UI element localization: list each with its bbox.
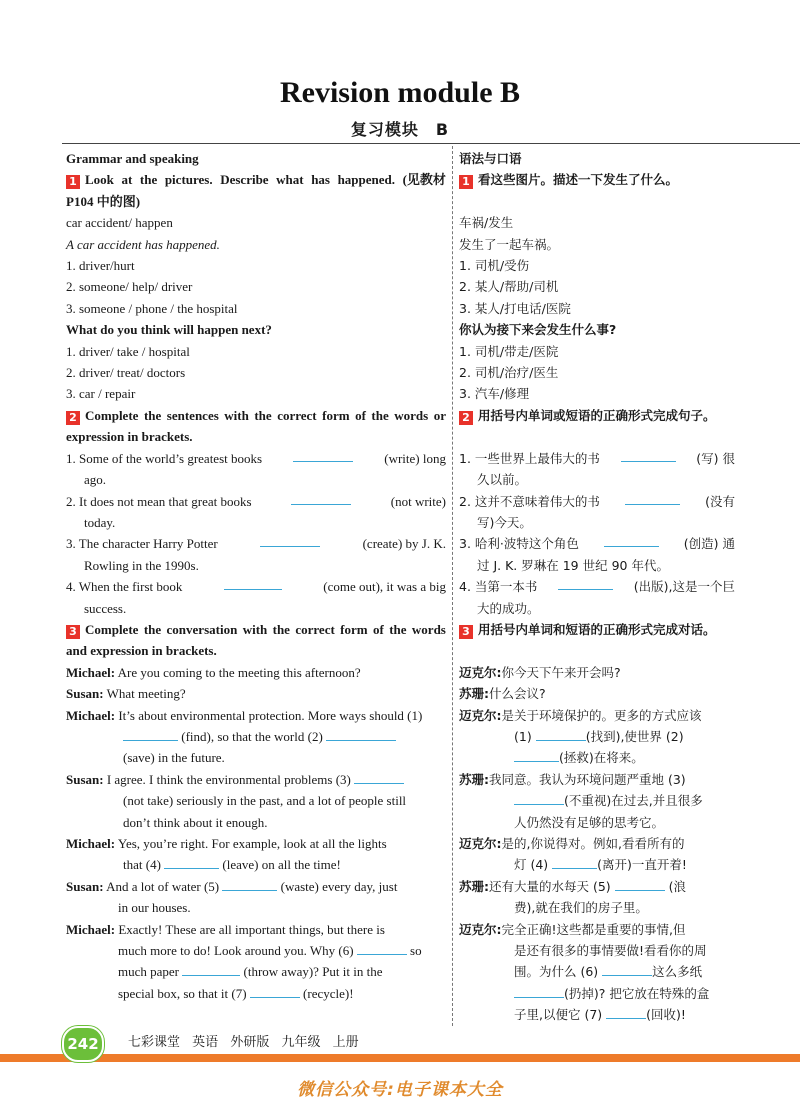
column-divider — [452, 146, 453, 1026]
page-title: Revision module B — [279, 76, 521, 109]
answer-blank[interactable] — [602, 962, 652, 976]
answer-blank[interactable] — [536, 727, 586, 741]
example-answer: A car accident has happened. — [66, 236, 220, 252]
answer-blank[interactable] — [291, 491, 351, 505]
task-number-badge: 2 — [459, 411, 473, 425]
section-heading: 语法与口语 — [459, 151, 522, 166]
list-item: 2. 某人/帮助/司机 — [459, 279, 559, 295]
english-column: Grammar and speaking 1 Look at the pictures. Describe what has happened. (见教材 P104 中的图) car accident/ happen A car accident has happened. 1. driver/hurt 2. someone/ help/ driver 3. someone / phone / the hospital What do you think will happen next? 1. driver/ take / hospital 2. driver/ treat/ doctors 3. car / repair 2 Complete the sentences with the correct form of the words or expression in brackets. 1. Some of the world’s greatest books (write) long ago. 2. It does not mean that great books (not write) today. 3. The character Harry Potter (create) by J. K. Rowling in the 1990s. 4. When the first book (come out), it was a big success. 3 Complete the conversation with the correct form of the words and expression in brackets. Michael: Are you coming to the meeting this afternoon? Susan: What meeting? Michael: It’s about environmental protection. More ways should (1) (find), so that the world (2) (save) in the future. Susan: I agree. I think the environmental problems (3) (not take) seriously in the past, and a lot of people still don’t think about it enough. Michael: Yes, you’re right. For example, look at all the lights that (4) (leave) on all the time! Susan: And a lot of water (5) (waste) every day, just in our houses. Michael: Exactly! These are all important things, but there is much more to do! Look around you. Why (6) so much paper (throw away)? Put it in the special box, so that it (7) (recycle)! — [66, 148, 446, 1004]
example-prompt: car accident/ happen — [66, 215, 173, 231]
dialogue-line: Michael: It’s about environmental protection. More ways should (1) — [66, 707, 423, 723]
dialogue-line: Susan: I agree. I think the environmental problems (3) — [66, 769, 446, 790]
page-subtitle: 复习模块 B — [350, 120, 450, 139]
list-item: 3. car / repair — [66, 386, 136, 402]
list-item: 3. 汽车/修理 — [459, 386, 530, 402]
task-number-badge: 3 — [459, 625, 473, 639]
dialogue-line: Susan: What meeting? — [66, 686, 186, 702]
dialogue-line: 苏珊:还有大量的水每天 (5) (浪 — [459, 878, 687, 894]
answer-blank[interactable] — [615, 877, 665, 891]
dialogue-line: Michael: Are you coming to the meeting this afternoon? — [66, 664, 361, 680]
answer-blank[interactable] — [260, 533, 320, 547]
answer-blank[interactable] — [164, 855, 219, 869]
list-item: 3. someone / phone / the hospital — [66, 300, 238, 316]
answer-blank[interactable] — [224, 576, 282, 590]
sentence-3: 3. The character Harry Potter (create) by J. K. — [66, 533, 446, 554]
answer-blank[interactable] — [552, 855, 597, 869]
dialogue-line: 迈克尔:完全正确!这些都是重要的事情,但 — [459, 921, 686, 937]
page-number: 242 — [62, 1026, 104, 1062]
sentence-2: 2. It does not mean that great books (not write) — [66, 491, 446, 512]
task1-instruction: 1 Look at the pictures. Describe what has happened. (见教材 — [66, 169, 446, 190]
sentence-2: 2. 这并不意味着伟大的书 (没有 — [459, 491, 735, 512]
dialogue-line: Michael: Yes, you’re right. For example, look at all the lights — [66, 836, 387, 851]
list-item: 1. 司机/受伤 — [459, 258, 530, 274]
task-number-badge: 3 — [66, 625, 80, 639]
task-number-badge: 2 — [66, 411, 80, 425]
list-item: 1. driver/hurt — [66, 258, 135, 274]
section-heading: Grammar and speaking — [66, 151, 199, 166]
task1-instruction-cont: P104 中的图) — [66, 193, 141, 209]
answer-blank[interactable] — [625, 491, 680, 505]
task3-instruction-cont: and expression in brackets. — [66, 643, 217, 659]
sentence-1: 1. 一些世界上最伟大的书 (写) 很 — [459, 448, 735, 469]
book-info: 七彩课堂 英语 外研版 九年级 上册 — [128, 1035, 359, 1050]
answer-blank[interactable] — [293, 448, 353, 462]
answer-blank[interactable] — [514, 791, 564, 805]
header-rule — [62, 143, 800, 144]
answer-blank[interactable] — [354, 770, 404, 784]
example-answer: 发生了一起车祸。 — [459, 236, 560, 252]
answer-blank[interactable] — [606, 1005, 646, 1019]
task-number-badge: 1 — [459, 175, 473, 189]
example-prompt: 车祸/发生 — [459, 215, 514, 231]
answer-blank[interactable] — [123, 727, 178, 741]
answer-blank[interactable] — [621, 448, 676, 462]
dialogue-line: 迈克尔:是关于环境保护的。更多的方式应该 — [459, 707, 702, 723]
dialogue-line: 苏珊:什么会议? — [459, 686, 546, 702]
list-item: 1. driver/ take / hospital — [66, 343, 190, 359]
task1-instruction: 1 看这些图片。描述一下发生了什么。 — [459, 169, 735, 190]
footer-bar — [0, 1054, 800, 1062]
answer-blank[interactable] — [222, 877, 277, 891]
task-number-badge: 1 — [66, 175, 80, 189]
task1-question: What do you think will happen next? — [66, 322, 272, 338]
task2-instruction-cont: expression in brackets. — [66, 429, 193, 445]
answer-blank[interactable] — [250, 984, 300, 998]
answer-blank[interactable] — [357, 941, 407, 955]
answer-blank[interactable] — [182, 962, 240, 976]
dialogue-line: 苏珊:我同意。我认为环境问题严重地 (3) — [459, 771, 686, 787]
list-item: 3. 某人/打电话/医院 — [459, 300, 571, 316]
task2-instruction: 2 Complete the sentences with the correct form of the words or — [66, 405, 446, 426]
answer-blank[interactable] — [604, 533, 659, 547]
sentence-3: 3. 哈利·波特这个角色 (创造) 通 — [459, 533, 735, 554]
list-item: 1. 司机/带走/医院 — [459, 343, 559, 359]
list-item: 2. driver/ treat/ doctors — [66, 365, 186, 381]
dialogue-line: Michael: Exactly! These are all important things, but there is — [66, 921, 385, 937]
list-item: 2. 司机/治疗/医生 — [459, 365, 559, 381]
task3-instruction: 3 Complete the conversation with the correct form of the words — [66, 619, 446, 640]
task3-instruction: 3 用括号内单词和短语的正确形式完成对话。 — [459, 619, 735, 640]
answer-blank[interactable] — [558, 576, 613, 590]
dialogue-line: 迈克尔:是的,你说得对。例如,看看所有的 — [459, 836, 685, 851]
task2-instruction: 2 用括号内单词或短语的正确形式完成句子。 — [459, 405, 735, 426]
dialogue-line: Susan: And a lot of water (5) (waste) every day, just — [66, 878, 398, 894]
answer-blank[interactable] — [326, 727, 396, 741]
task1-question: 你认为接下来会发生什么事? — [459, 322, 617, 338]
list-item: 2. someone/ help/ driver — [66, 279, 193, 295]
sentence-4: 4. 当第一本书 (出版),这是一个巨 — [459, 576, 735, 597]
dialogue-line: 迈克尔:你今天下午来开会吗? — [459, 664, 621, 680]
answer-blank[interactable] — [514, 748, 559, 762]
answer-blank[interactable] — [514, 984, 564, 998]
sentence-1: 1. Some of the world’s greatest books (write) long — [66, 448, 446, 469]
sentence-4: 4. When the first book (come out), it was a big — [66, 576, 446, 597]
watermark: 微信公众号:电子课本大全 — [297, 1080, 503, 1100]
chinese-column: 语法与口语 1 看这些图片。描述一下发生了什么。 车祸/发生 发生了一起车祸。 1. 司机/受伤 2. 某人/帮助/司机 3. 某人/打电话/医院 你认为接下来会发生什么事? 1. 司机/带走/医院 2. 司机/治疗/医生 3. 汽车/修理 2 用括号内单词或短语的正确形式完成句子。 1. 一些世界上最伟大的书 (写) 很 久以前。 2. 这并不意味着伟大的书 (没有 写)今天。 3. 哈利·波特这个角色 (创造) 通 过 J. K. 罗琳在 19 世纪 90 年代。 4. 当第一本书 (出版),这是一个巨 大的成功。 3 用括号内单词和短语的正确形式完成对话。 迈克尔:你今天下午来开会吗? 苏珊:什么会议? 迈克尔:是关于环境保护的。更多的方式应该 (1) (找到),使世界 (2) (拯救)在将来。 苏珊:我同意。我认为环境问题严重地 (3) (不重视)在过去,并且很多 人仍然没有足够的思考它。 迈克尔:是的,你说得对。例如,看看所有的 灯 (4) (离开)一直开着! 苏珊:还有大量的水每天 (5) (浪 费),就在我们的房子里。 迈克尔:完全正确!这些都是重要的事情,但 是还有很多的事情要做!看看你的周 围。为什么 (6) 这么多纸 (扔掉)? 把它放在特殊的盒 子里,以便它 (7) (回收)! — [459, 148, 735, 1026]
